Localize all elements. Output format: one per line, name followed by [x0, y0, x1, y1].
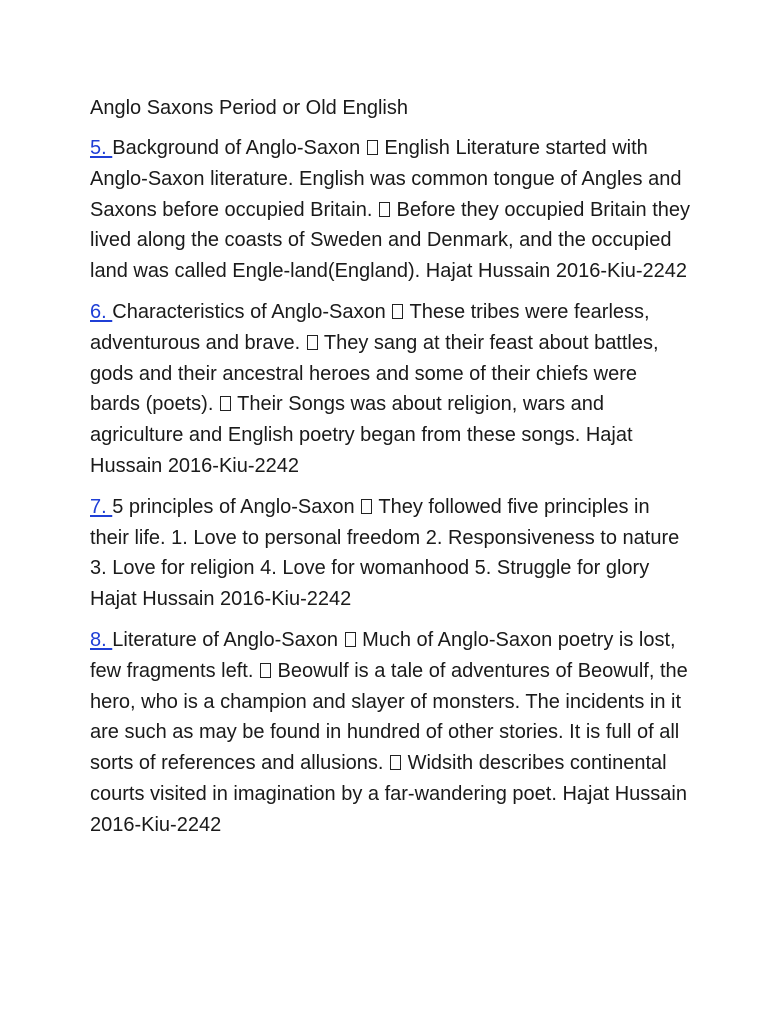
section-text: Before they occupied Britain they lived along the coasts of Sweden and Denmark, and the occupied land was called Engle-land(England). Hajat Hussain 2016-Kiu-2242 [90, 198, 691, 283]
missing-glyph-bullet-icon [367, 140, 378, 155]
section-characteristics [90, 297, 690, 482]
section-text: Much of Anglo-Saxon poetry is lost, few fragments left. [90, 628, 676, 682]
document-page [90, 93, 690, 851]
section-text: Their Songs was about religion, wars and agriculture and English poetry began from these songs. Hajat Hussain 2016-Kiu-2242 [90, 393, 633, 477]
section-text: They sang at their feast about battles, gods and their ancestral heroes and some of their chiefs were bards (poets). [90, 331, 659, 416]
section-literature [90, 625, 690, 841]
section-text: Characteristics of Anglo-Saxon [112, 300, 392, 323]
missing-glyph-bullet-icon [260, 663, 271, 678]
section-number-link[interactable]: 7. [90, 495, 113, 518]
section-principles [90, 492, 690, 615]
section-text: 5 principles of Anglo-Saxon [112, 495, 361, 518]
section-number-link[interactable]: 5. [90, 137, 113, 159]
section-text: Widsith describes continental courts visited in imagination by a far-wandering poet. Hajat Hussain 2016-Kiu-2242 [90, 752, 687, 836]
section-text: Literature of Anglo-Saxon [112, 628, 344, 651]
section-text: They followed five principles in their life. 1. Love to personal freedom 2. Responsiveness to nature 3. Love for religion 4. Love for womanhood 5. Struggle for glory Hajat Hussain 2016-Kiu-2242 [90, 495, 680, 611]
section-text: Background of Anglo-Saxon [112, 137, 366, 159]
missing-glyph-bullet-icon [220, 396, 231, 411]
document-title: Anglo Saxons Period or Old English [90, 97, 408, 119]
section-background [90, 133, 690, 287]
missing-glyph-bullet-icon [390, 755, 401, 770]
missing-glyph-bullet-icon [392, 304, 403, 319]
section-number-link[interactable]: 8. [90, 628, 113, 651]
missing-glyph-bullet-icon [345, 632, 356, 647]
missing-glyph-bullet-icon [361, 499, 372, 514]
section-text: English Literature started with Anglo-Saxon literature. English was common tongue of Angles and Saxons before occupied Britain. [90, 137, 682, 221]
section-text: Beowulf is a tale of adventures of Beowulf, the hero, who is a champion and slayer of monsters. The incidents in it are such as may be found in hundred of other stories. It is full of all sorts of references and allusions. [90, 659, 688, 775]
missing-glyph-bullet-icon [379, 202, 390, 217]
missing-glyph-bullet-icon [307, 335, 318, 350]
section-text: These tribes were fearless, adventurous and brave. [90, 300, 650, 354]
section-number-link[interactable]: 6. [90, 300, 113, 323]
